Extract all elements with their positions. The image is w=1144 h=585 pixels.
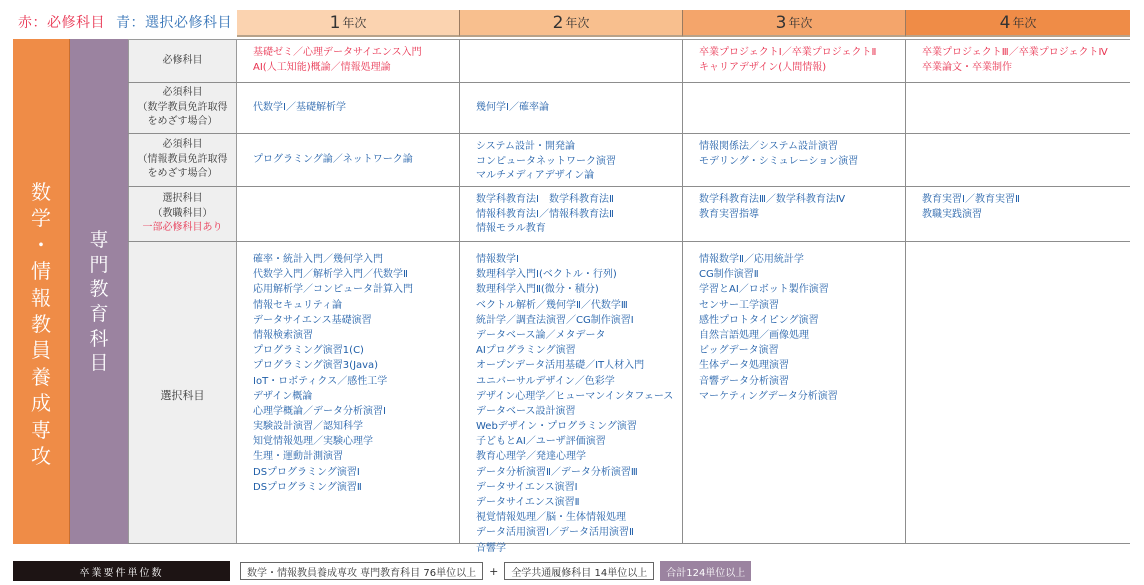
course-line: データベース論／メタデータ (476, 329, 606, 341)
year-4-courses (906, 242, 1130, 543)
year-header-1 (237, 10, 460, 37)
course-line: 応用解析学／コンピュータ計算入門 (253, 284, 413, 296)
course-row-electives (128, 242, 1130, 554)
vertical-char: 攻 (31, 443, 51, 468)
course-line: データ活用演習Ⅰ／データ活用演習Ⅱ (476, 527, 634, 539)
major-band (13, 39, 70, 544)
course-row-info-teacher (128, 134, 1130, 187)
vertical-char: 数 (31, 180, 51, 204)
course-line: 情報モラル教育 (476, 223, 546, 234)
major-credits-box: 数学・情報教員養成専攻 専門教育科目 76単位以上 (240, 562, 483, 580)
course-line: デザイン心理学／ヒューマンインタフェース (476, 390, 674, 402)
vertical-char: 報 (31, 285, 51, 310)
vertical-char: 員 (31, 338, 51, 363)
course-line: 数理科学入門Ⅰ(ベクトル・行列) (476, 269, 617, 281)
course-line: マーケティングデータ分析演習 (699, 390, 838, 402)
vertical-char: 目 (89, 352, 109, 375)
course-line: デザイン概論 (253, 390, 313, 402)
course-line: 子どもとAI／ユーザ評価演習 (476, 436, 606, 448)
vertical-char: 教 (31, 311, 51, 336)
year-4-courses (906, 187, 1130, 241)
row-label-line: （教職科目） (152, 207, 213, 219)
year-1-courses (237, 40, 460, 82)
course-line: プログラミング演習1(C) (253, 345, 364, 357)
legend-required: 赤：必修科目 (18, 15, 105, 31)
course-line: 情報数学Ⅱ／応用統計学 (699, 254, 804, 265)
course-line: データサイエンス演習Ⅰ (476, 481, 578, 493)
requirements-title: 卒業要件単位数 (13, 561, 230, 581)
course-line: 基礎ゼミ／心理データサイエンス入門 (253, 47, 422, 58)
course-line: 統計学／調査法演習／CG制作演習Ⅰ (476, 314, 634, 326)
course-line: AIプログラミング演習 (476, 345, 576, 357)
year-number: 3 (775, 12, 787, 33)
course-line: 生体データ処理演習 (699, 360, 789, 372)
vertical-char: 育 (89, 303, 109, 326)
year-4-courses (906, 40, 1130, 82)
year-2-courses (460, 40, 683, 82)
vertical-char: 成 (31, 391, 51, 416)
year-3-courses (683, 40, 906, 82)
course-line: 実験設計演習／認知科学 (253, 421, 363, 433)
row-label-line: をめざす場合） (147, 168, 218, 180)
row-label (128, 134, 237, 186)
row-label-line: 必修科目 (162, 54, 203, 66)
vertical-char: 科 (89, 327, 109, 350)
course-line: Webデザイン・プログラミング演習 (476, 421, 637, 433)
year-2-courses (460, 83, 683, 133)
year-header-4 (906, 10, 1130, 37)
year-suffix: 年次 (565, 16, 590, 30)
course-line: 視覚情報処理／脳・生体情報処理 (476, 512, 626, 524)
row-label-line: 必須科目 (162, 87, 203, 99)
course-line: 卒業プロジェクトⅠ／卒業プロジェクトⅡ (699, 47, 877, 58)
course-line: 音響学 (476, 542, 506, 554)
course-line: 自然言語処理／画像処理 (699, 329, 809, 341)
course-row-required (128, 39, 1130, 83)
course-line: 確率・統計入門／幾何学入門 (253, 254, 383, 265)
year-3-courses (683, 242, 906, 543)
row-label (128, 83, 237, 133)
row-label-line: 必須科目 (162, 139, 203, 151)
course-line: DSプログラミング演習Ⅰ (253, 466, 360, 478)
year-header-3 (683, 10, 906, 37)
course-line: 知覚情報処理／実験心理学 (253, 436, 373, 448)
course-line: CG制作演習Ⅱ (699, 269, 759, 281)
course-line: センサー工学演習 (699, 299, 779, 311)
course-line: プログラミング演習3(Java) (253, 360, 379, 372)
course-line: 音響データ分析演習 (699, 375, 789, 387)
vertical-char: 教 (89, 278, 109, 301)
course-line: 数理科学入門Ⅱ(微分・積分) (476, 284, 599, 296)
course-line: 代数学Ⅰ／基礎解析学 (253, 101, 346, 113)
color-legend (18, 12, 232, 32)
course-line: 心理学概論／データ分析演習Ⅰ (253, 405, 386, 417)
course-line: 幾何学Ⅰ／確率論 (476, 101, 549, 113)
course-line: 教職実践演習 (922, 208, 982, 220)
year-number: 1 (329, 12, 341, 33)
vertical-char: 専 (89, 229, 109, 251)
year-1-courses (237, 242, 460, 543)
row-label-line: 選択科目 (162, 193, 203, 205)
year-1-courses (237, 187, 460, 241)
course-row-math-teacher (128, 83, 1130, 134)
legend-elective-required: 青：選択必修科目 (115, 15, 232, 31)
graduation-requirements (13, 561, 751, 581)
year-2-courses (460, 242, 683, 554)
vertical-char: 専 (31, 417, 51, 442)
course-line: 情報科教育法Ⅰ／情報科教育法Ⅱ (476, 208, 614, 220)
row-label (128, 40, 237, 82)
course-line: ビッグデータ演習 (699, 345, 779, 357)
vertical-char: ・ (31, 232, 51, 257)
year-1-courses (237, 134, 460, 186)
row-label-line: 選択科目 (160, 389, 205, 402)
year-4-courses (906, 134, 1130, 186)
course-line: 教育心理学／発達心理学 (476, 451, 586, 463)
course-line: 情報数学Ⅰ (476, 254, 519, 265)
course-line: コンピュータネットワーク演習 (476, 155, 616, 167)
course-row-teaching-electives (128, 187, 1130, 242)
category-label (70, 228, 128, 376)
year-1-courses (237, 83, 460, 133)
course-line: 代数学入門／解析学入門／代数学Ⅱ (253, 269, 408, 281)
course-line: マルチメディアデザイン論 (476, 170, 595, 181)
year-3-courses (683, 134, 906, 186)
year-4-courses (906, 83, 1130, 133)
course-line: 生理・運動計測演習 (253, 451, 343, 463)
year-3-courses (683, 187, 906, 241)
row-label-note: 一部必修科目あり (142, 222, 223, 234)
course-line: 情報検索演習 (253, 329, 313, 341)
course-line: 感性プロトタイピング演習 (699, 314, 819, 326)
course-line: IoT・ロボティクス／感性工学 (253, 375, 388, 387)
year-2-courses (460, 187, 683, 241)
year-suffix: 年次 (342, 16, 367, 30)
course-line: システム設計・開発論 (476, 141, 575, 152)
course-line: AI(人工知能)概論／情報処理論 (253, 61, 391, 73)
course-line: キャリアデザイン(人間情報) (699, 61, 827, 73)
course-line: データ分析演習Ⅱ／データ分析演習Ⅲ (476, 466, 638, 478)
row-label-line: （情報教員免許取得 (137, 153, 228, 165)
course-line: プログラミング論／ネットワーク論 (253, 153, 413, 165)
course-line: オープンデータ活用基礎／IT人材入門 (476, 360, 645, 372)
course-line: 卒業プロジェクトⅢ／卒業プロジェクトⅣ (922, 47, 1108, 58)
vertical-char: 門 (89, 253, 109, 276)
year-header-2 (460, 10, 683, 37)
course-line: 教育実習Ⅰ／教育実習Ⅱ (922, 194, 1020, 205)
course-line: ベクトル解析／幾何学Ⅱ／代数学Ⅲ (476, 299, 628, 311)
year-3-courses (683, 83, 906, 133)
course-line: データサイエンス演習Ⅱ (476, 497, 580, 508)
row-label-line: をめざす場合） (147, 116, 218, 128)
course-line: DSプログラミング演習Ⅱ (253, 481, 362, 493)
course-line: 情報セキュリティ論 (253, 299, 342, 311)
course-line: 数学科教育法Ⅲ／数学科教育法Ⅳ (699, 194, 846, 205)
vertical-char: 養 (31, 364, 51, 389)
course-line: データサイエンス基礎演習 (253, 314, 372, 326)
year-2-courses (460, 134, 683, 186)
course-line: 卒業論文・卒業制作 (922, 61, 1012, 73)
course-line: データベース設計演習 (476, 405, 576, 417)
row-label-line: （数学教員免許取得 (137, 101, 228, 113)
year-number: 2 (552, 12, 564, 33)
course-line: 教育実習指導 (699, 208, 759, 220)
course-line: 情報関係法／システム設計演習 (699, 141, 838, 152)
course-line: 学習とAI／ロボット製作演習 (699, 284, 829, 296)
row-label (128, 242, 237, 543)
plus-sign: + (489, 564, 499, 578)
year-suffix: 年次 (788, 16, 813, 30)
course-line: 数学科教育法Ⅰ 数学科教育法Ⅱ (476, 194, 614, 205)
year-suffix: 年次 (1012, 16, 1037, 30)
course-line: ユニバーサルデザイン／色彩学 (476, 375, 615, 387)
category-band (70, 39, 128, 544)
major-label (13, 179, 69, 469)
course-line: モデリング・シミュレーション演習 (699, 155, 859, 167)
year-number: 4 (999, 12, 1011, 33)
vertical-char: 情 (31, 259, 51, 284)
common-credits-box: 全学共通履修科目 14単位以上 (504, 562, 654, 580)
total-credits-badge: 合計124単位以上 (660, 561, 751, 581)
row-label (128, 187, 237, 241)
vertical-char: 学 (31, 206, 51, 231)
